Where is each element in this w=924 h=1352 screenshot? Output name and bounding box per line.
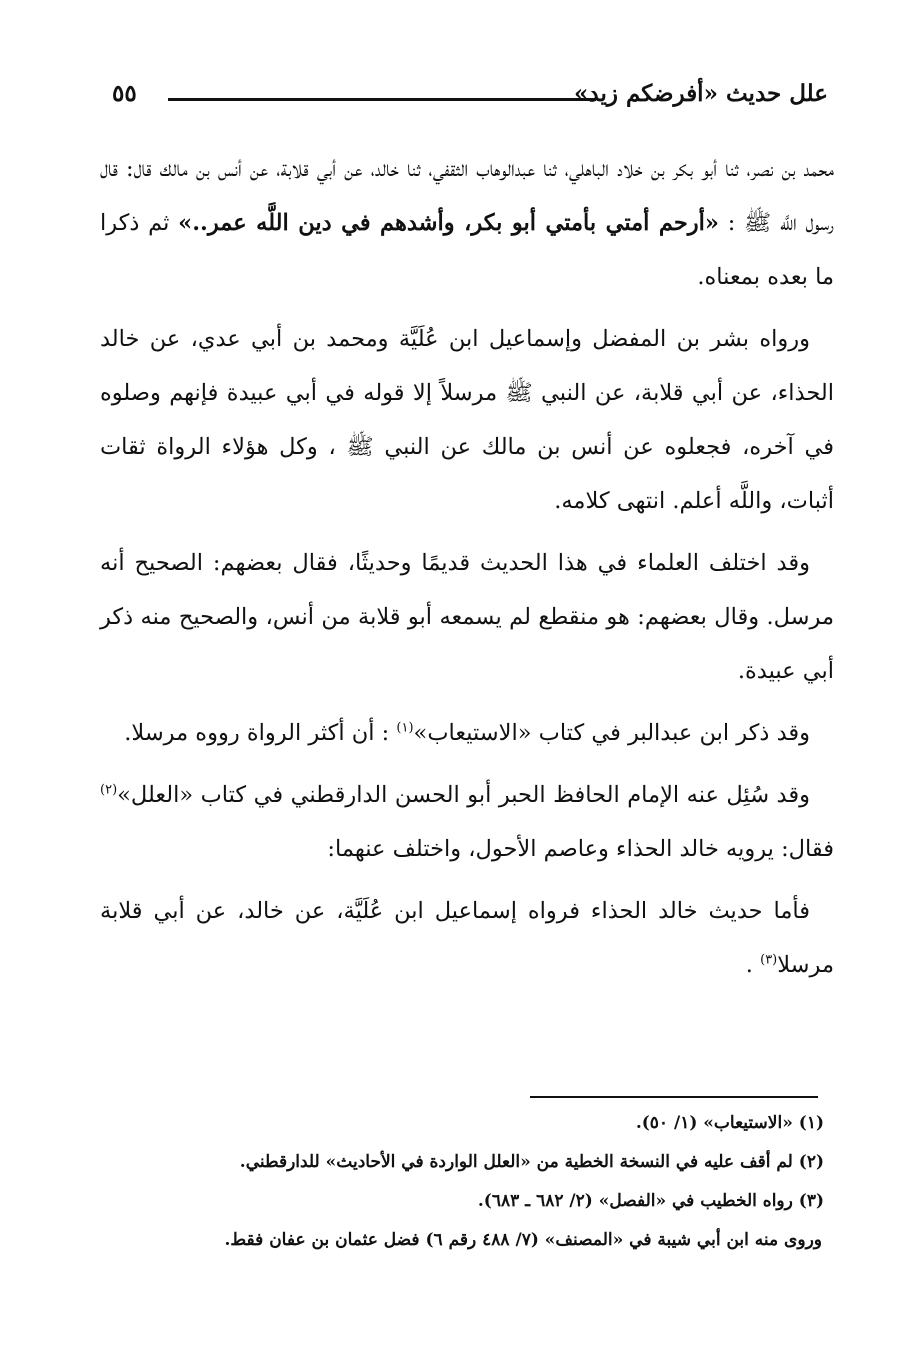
paragraph-6-text: فأما حديث خالد الحذاء فرواه إسماعيل ابن عُلَيَّة، عن خالد، عن أبي قلابة مرسلا [100,898,834,978]
paragraph-3: وقد اختلف العلماء في هذا الحديث قديمًا وحديثًا، فقال بعضهم: الصحيح أنه مرسل. وقال بعضهم: هو منقطع لم يسمعه أبو قلابة من أنس، والصحيح منه ذكر أبي عبيدة. [100,550,834,684]
paragraph-1-end: ثم ذكرا ما بعده بمعناه. [100,210,834,290]
running-title: علل حديث «أفرضكم زيد» [574,80,828,107]
footnote-2: (٢) لم أقف عليه في النسخة الخطية من «العلل الواردة في الأحاديث» للدارقطني. [239,1152,824,1172]
footnote-ref-1: (١) [396,720,414,736]
footnote-3-continuation: وروى منه ابن أبي شيبة في «المصنف» (٧/ ٤٨٨ رقم ٦) فضل عثمان بن عفان فقط. [224,1230,822,1250]
paragraph-4-text: وقد ذكر ابن عبدالبر في كتاب «الاستيعاب» [413,720,810,746]
paragraph-6-end: . [745,952,761,978]
footnote-ref-3: (٣) [760,952,778,968]
paragraph-4 [100,706,834,760]
page-number: ٥٥ [112,80,137,107]
paragraph-6 [100,884,834,992]
footnote-1: (١) «الاستيعاب» (١/ ٥٠). [635,1113,824,1133]
page-header [112,80,828,124]
header-rule [168,98,596,101]
paragraph-5 [100,768,834,876]
paragraph-2: ورواه بشر بن المفضل وإسماعيل ابن عُلَيَّة ومحمد بن أبي عدي، عن خالد الحذاء، عن أبي قلابة، عن النبي ﷺ مرسلاً إلا قوله في أبي عبيدة فإنهم وصلوه في آخره، فجعلوه عن أنس بن مالك عن النبي ﷺ ، وكل هؤلاء الرواة ثقات أثبات، واللَّه أعلم. انتهى كلامه. [100,326,834,514]
paragraph-1 [100,142,834,304]
footnotes [100,1104,824,1260]
footnote-3: (٣) رواه الخطيب في «الفصل» (٢/ ٦٨٢ ـ ٦٨٣). [477,1191,824,1211]
paragraph-5-text: وقد سُئِل عنه الإمام الحافظ الحبر أبو الحسن الدارقطني في كتاب [200,782,810,808]
paragraph-4-end: : أن أكثر الرواة رووه مرسلا. [124,720,397,746]
book-title-ilal: «العلل» [117,782,194,808]
paragraph-5-end: فقال: يرويه خالد الحذاء وعاصم الأحول، واختلف عنهما: [327,836,834,862]
paragraph-1-text: محمد بن نصر، ثنا أبو بكر بن خلاد الباهلي، ثنا عبدالوهاب الثقفي، ثنا خالد، عن أبي قلابة، عن أنس بن مالك قال: قال رسول اللَّه ﷺ : [100,156,835,236]
footnote-ref-2: (٢) [100,782,118,798]
hadith-quote: «أرحم أمتي بأمتي أبو بكر، وأشدهم في دين اللَّه عمر..» [178,210,719,236]
footnote-separator [530,1096,818,1098]
main-text [100,142,834,1000]
